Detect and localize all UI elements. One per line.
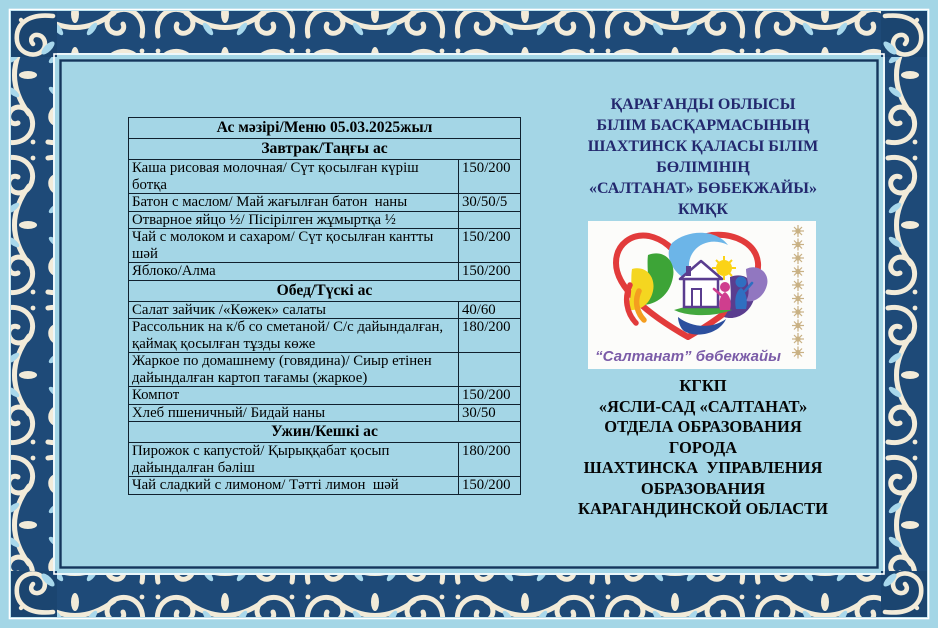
menu-item-row <box>129 211 521 229</box>
org-title-line: ГОРОДА <box>668 437 738 457</box>
menu-item-dish: Пирожок с капустой/ Қырыққабат қосып дайындалған бәліш <box>129 443 459 477</box>
menu-section-row-label: Ужин/Кешкі ас <box>129 422 521 443</box>
menu-title-row-label: Ас мәзірі/Меню 05.03.2025жыл <box>129 118 521 139</box>
org-title-kk <box>551 94 855 220</box>
menu-item-dish: Яблоко/Алма <box>129 263 459 281</box>
org-title-line: «САЛТАНАТ» БӨБЕКЖАЙЫ» <box>589 180 817 197</box>
org-title-line: ШАХТИНСК ҚАЛАСЫ БІЛІМ <box>587 138 819 155</box>
org-title-line: ҚАРАҒАНДЫ ОБЛЫСЫ <box>610 96 796 113</box>
menu-item-row <box>129 263 521 281</box>
org-title-line: ОТДЕЛА ОБРАЗОВАНИЯ <box>604 417 802 436</box>
menu-item-row <box>129 387 521 405</box>
menu-item-row <box>129 160 521 194</box>
menu-item-row <box>129 477 521 495</box>
menu-item-portion <box>459 353 521 387</box>
org-title-line: ШАХТИНСКА УПРАВЛЕНИЯ <box>583 458 823 477</box>
org-title-line: КАРАГАНДИНСКОЙ ОБЛАСТИ <box>578 499 828 518</box>
menu-section-row <box>129 422 521 443</box>
menu-table-body <box>129 118 521 495</box>
org-title-line: БӨЛІМІНІҢ <box>656 159 750 176</box>
menu-item-portion: 150/200 <box>459 160 521 194</box>
ornament-strip <box>792 225 804 359</box>
menu-section-row-label: Обед/Түскі ас <box>129 280 521 301</box>
menu-item-portion: 150/200 <box>459 229 521 263</box>
menu-item-dish: Чай сладкий с лимоном/ Тәтті лимон шәй <box>129 477 459 495</box>
menu-item-dish: Салат зайчик /«Көжек» салаты <box>129 301 459 319</box>
org-title-line: БІЛІМ БАСҚАРМАСЫНЫҢ <box>596 117 810 134</box>
menu-section-row-label: Завтрак/Таңғы ас <box>129 139 521 160</box>
menu-item-dish: Батон с маслом/ Май жағылған батон наны <box>129 194 459 212</box>
logo-caption: “Салтанат” бөбекжайы <box>595 348 781 365</box>
org-title-line: ОБРАЗОВАНИЯ <box>640 478 766 498</box>
menu-table <box>128 117 521 495</box>
menu-item-dish: Чай с молоком и сахаром/ Сүт қосылған кантты шәй <box>129 229 459 263</box>
menu-item-dish: Жаркое по домашнему (говядина)/ Сиыр етінен дайындалған картоп тағамы (жаркое) <box>129 353 459 387</box>
org-title-line: КГКП <box>679 376 727 395</box>
menu-section-row <box>129 139 521 160</box>
logo-box <box>588 221 816 369</box>
menu-item-row <box>129 229 521 263</box>
menu-item-row <box>129 353 521 387</box>
menu-item-row <box>129 194 521 212</box>
menu-item-dish: Рассольник на к/б со сметаной/ С/с дайындалған, қаймақ қосылған тұзды көже <box>129 319 459 353</box>
menu-item-portion: 180/200 <box>459 443 521 477</box>
menu-item-portion <box>459 211 521 229</box>
kindergarten-logo <box>588 221 816 369</box>
menu-item-row <box>129 404 521 422</box>
org-title-line: КМҚК <box>678 201 728 218</box>
menu-item-portion: 150/200 <box>459 387 521 405</box>
menu-item-row <box>129 319 521 353</box>
menu-item-dish: Компот <box>129 387 459 405</box>
menu-item-portion: 30/50 <box>459 404 521 422</box>
menu-section-row <box>129 280 521 301</box>
menu-item-portion: 40/60 <box>459 301 521 319</box>
menu-item-portion: 30/50/5 <box>459 194 521 212</box>
org-title-line: «ЯСЛИ-САД «САЛТАНАТ» <box>598 396 808 416</box>
menu-item-dish: Отварное яйцо ½/ Пісірілген жұмыртқа ½ <box>129 211 459 229</box>
menu-item-portion: 180/200 <box>459 319 521 353</box>
menu-item-portion: 150/200 <box>459 263 521 281</box>
menu-item-portion: 150/200 <box>459 477 521 495</box>
menu-item-row <box>129 301 521 319</box>
menu-title-row <box>129 118 521 139</box>
menu-item-row <box>129 443 521 477</box>
org-title-ru <box>545 376 861 520</box>
menu-item-dish: Каша рисовая молочная/ Сүт қосылған күріш ботқа <box>129 160 459 194</box>
menu-item-dish: Хлеб пшеничный/ Бидай наны <box>129 404 459 422</box>
